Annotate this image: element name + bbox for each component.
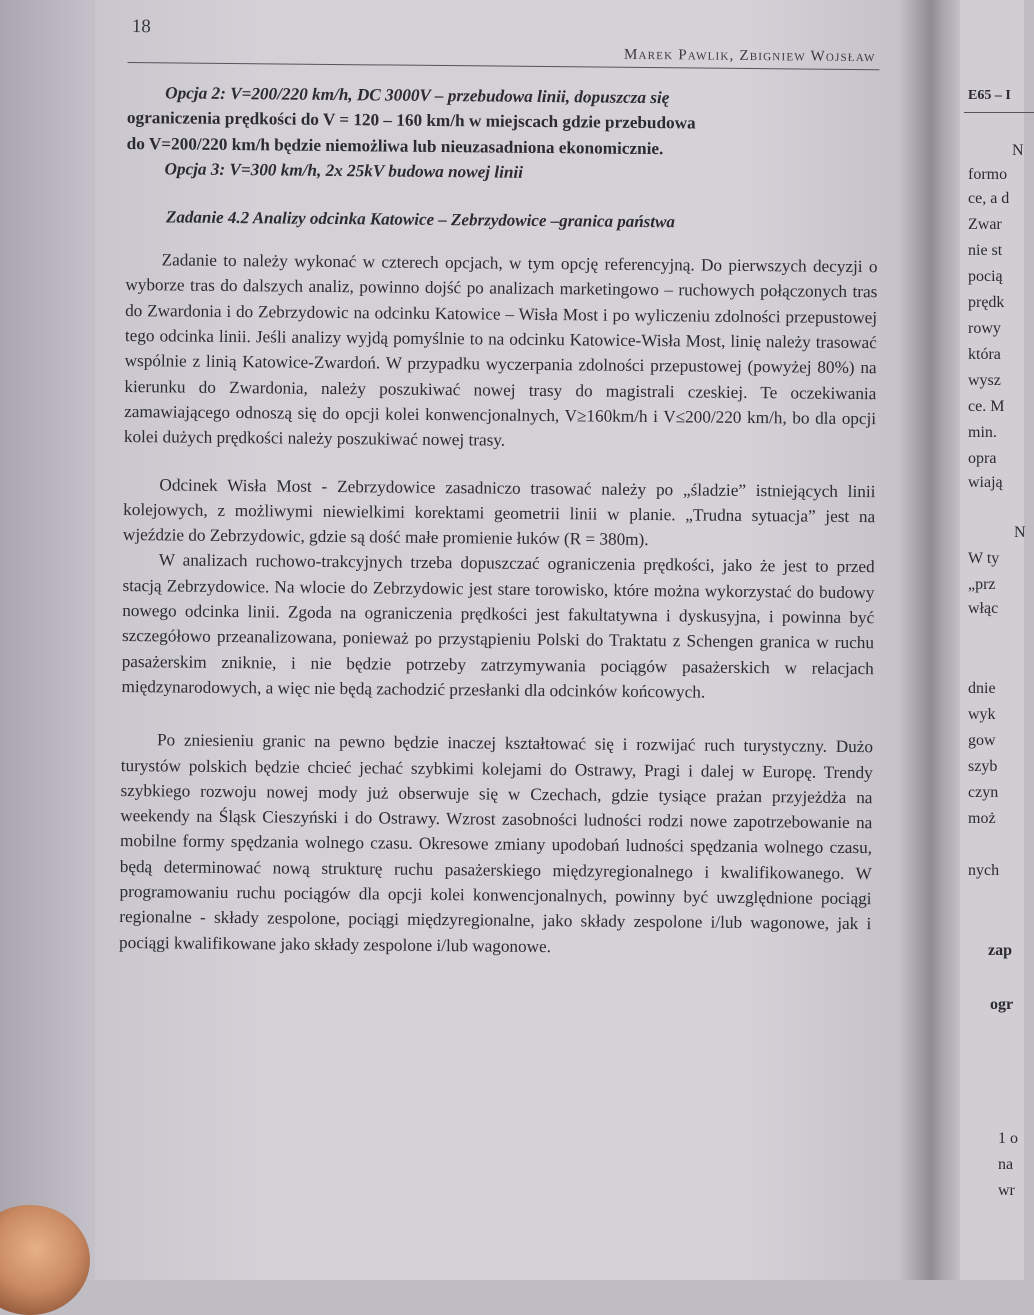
task-heading: Zadanie 4.2 Analizy odcinka Katowice – Zebrzydowice –granica państwa [165, 207, 676, 232]
right-running-head: E65 – I [968, 88, 1011, 103]
right-fragment: formo [968, 166, 1008, 183]
body-text [119, 80, 879, 962]
right-fragment: wyk [968, 706, 996, 723]
running-head-authors: Marek Pawlik, Zbigniew Wojsław [623, 46, 876, 66]
right-fragment: ce, a d [968, 190, 1010, 207]
right-fragment: rowy [968, 320, 1001, 337]
right-fragment: min. [968, 424, 997, 441]
right-fragment: ce. M [968, 398, 1005, 415]
right-fragment: 1 o [998, 1130, 1018, 1147]
right-fragment: prędk [968, 294, 1005, 311]
option-3-line: Opcja 3: V=300 km/h, 2x 25kV budowa nowej linii [164, 159, 524, 182]
paragraph-1: Zadanie to należy wykonać w czterech opcjach, w tym opcję referencyjną. Do pierwszych decyzji o wyborze tras do dalszych analiz, powinno dojść po analizach marketingowo – ruchowych połączonych tras do Zwardonia i do Zebrzydowic na odcinku Katowice – Wisła Most i po wyliczeniu zdolności przepustowej tego odcinka linii. Jeśli analizy wyjdą pomyślnie to na odcinku Katowice-Wisła Most, linię należy trasować wspólnie z linią Katowice-Zwardoń. W przypadku wyczerpania zdolności przepustowej (powyżej 80%) na kierunku do Zwardonia, należy poszukiwać nowej trasy do magistrali czeskiej. Te oczekiwania zamawiającego odnoszą się do opcji kolei konwencjonalnych, V≥160km/h i V≤200/220 km/h, bo dla opcji kolei dużych prędkości należy poszukiwać nowej trasy. [123, 250, 878, 450]
page-number: 18 [131, 16, 151, 38]
option-2-line-3: do V=200/220 km/h będzie niemożliwa lub nieuzasadniona ekonomicznie. [126, 133, 664, 158]
right-fragment: gow [968, 732, 996, 749]
right-fragment: moż [968, 810, 996, 827]
right-header-rule [964, 112, 1034, 113]
right-fragment: która [968, 346, 1001, 363]
right-fragment: dnie [968, 680, 996, 697]
right-fragment: W ty [968, 550, 1000, 567]
paragraph-2: Odcinek Wisła Most - Zebrzydowice zasadniczo trasować należy po „śladzie” istniejących linii kolejowych, z możliwymi niewielkimi korektami geometrii linii w planie. „Trudna sytuacja” jest na wjeździe do Zebrzydowic, gdzie są dość małe promienie łuków (R = 380m). [122, 474, 876, 550]
right-fragment: N [1014, 524, 1026, 541]
right-fragment: nie st [968, 242, 1003, 259]
paragraph-4: Po zniesieniu granic na pewno będzie inaczej kształtować się i rozwijać ruch turystyczny. Dużo turystów polskich będzie chcieć jechać szybkimi kolejami do Ostrawy, Pragi i dalej w Europę. Trendy szybkiego rozwoju nowej mody już obserwuje się w Czechach, gdzie tysiące prażan przyjeżdża na weekendy na Śląsk Cieszyński i do Ostrawy. Wzrost zasobności ludności rodzi nowe zapotrzebowanie na mobilne formy spędzania wolnego czasu. Okresowe zmiany upodobań ludności spędzania wolnego czasu, będą determinować nową strukturę ruchu pasażerskiego międzyregionalnego i kwalifikowanego. W programowaniu ruchu pociągów dla opcji kolei konwencjonalnych, powinny być uwzględnione pociągi regionalne - składy zespolone, pociągi międzyregionalne, jako składy zespolone i/lub wagonowe, jak i pociągi kwalifikowane jako składy zespolone i/lub wagonowe. [118, 730, 874, 956]
book-spine [900, 0, 962, 1280]
right-fragment: zap [988, 942, 1012, 959]
paragraph-3: W analizach ruchowo-trakcyjnych trzeba dopuszczać ograniczenia prędkości, jako że jest to przed stacją Zebrzydowice. Na wlocie do Zebrzydowic jest stare torowisko, które można wykorzystać do budowy nowego odcinka linii. Zgoda na ograniczenia prędkości jest fakultatywna i dyskusyjna, i powinna być szczegółowo przeanalizowana, ponieważ po przystąpieniu Polski do Traktatu z Schengen granica w ruchu pasażerskim zniknie, i nie będzie potrzeby zatrzymywania pociągów pasażerskich w relacjach międzynarodowych, a więc nie będą zachodzić przesłanki dla odcinków końcowych. [121, 550, 875, 702]
right-page [960, 0, 1024, 1280]
option-2-line-1: Opcja 2: V=200/220 km/h, DC 3000V – przebudowa linii, dopuszcza się [165, 83, 670, 108]
right-fragment: pocią [968, 268, 1003, 285]
right-fragment: Zwar [968, 216, 1002, 233]
right-fragment: nych [968, 862, 1000, 879]
right-fragment: wysz [968, 372, 1001, 389]
option-2 [127, 80, 880, 163]
right-fragment: opra [968, 450, 997, 467]
right-fragment: N [1012, 142, 1024, 159]
right-fragment: włąc [968, 600, 999, 617]
right-fragment: „prz [968, 576, 996, 593]
right-fragment: czyn [968, 784, 999, 801]
right-fragment: szyb [968, 758, 998, 775]
option-2-line-2: ograniczenia prędkości do V = 120 – 160 km/h w miejscach gdzie przebudowa [126, 108, 696, 133]
right-fragment: wiają [968, 474, 1003, 491]
right-fragment: ogr [990, 996, 1014, 1013]
right-fragment: wr [998, 1182, 1015, 1199]
right-fragment: na [998, 1156, 1014, 1173]
